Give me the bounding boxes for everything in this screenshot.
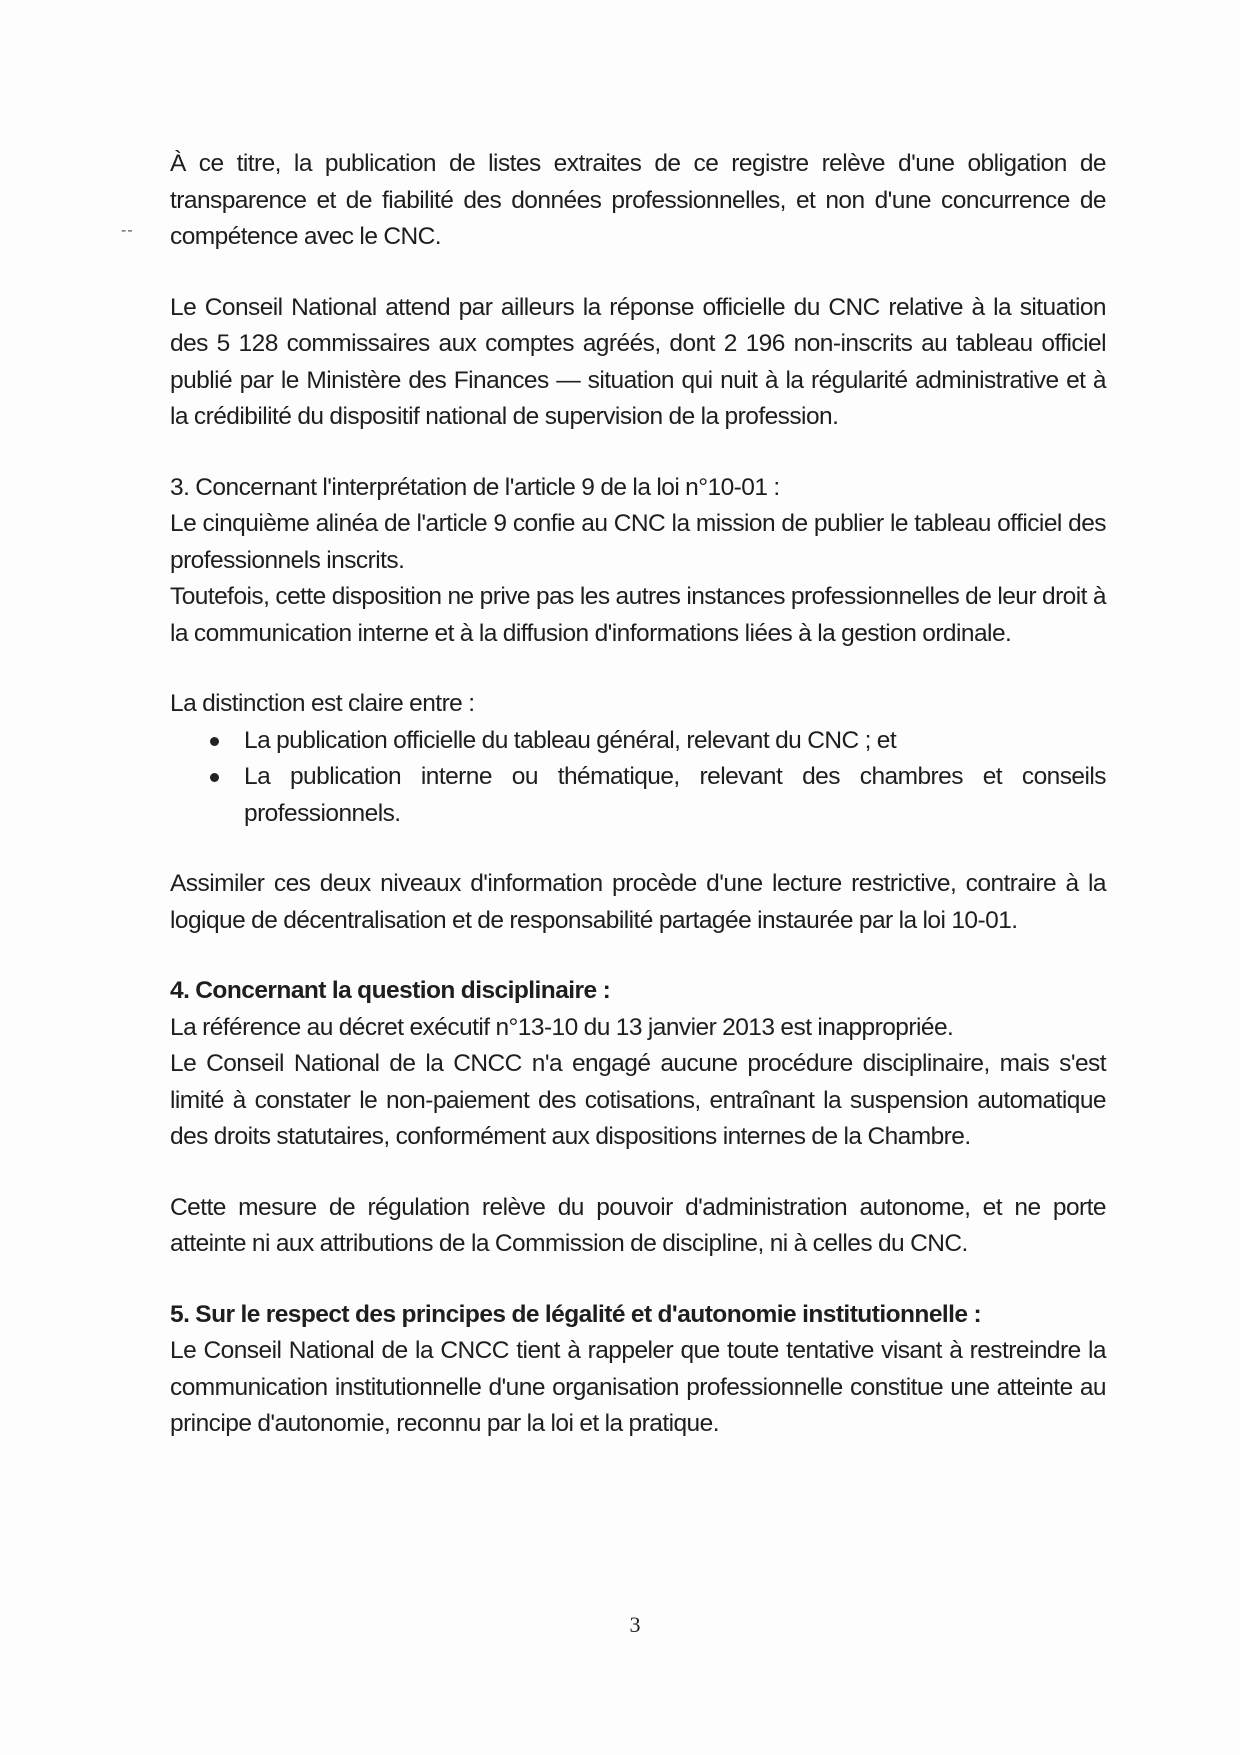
section-4-line-3: Cette mesure de régulation relève du pouvoir d'administration autonome, et ne porte atteinte ni aux attributions de la Commission de discipline, ni à celles du CNC.	[170, 1193, 1106, 1257]
section-5-heading: 5. Sur le respect des principes de légalité et d'autonomie institutionnelle :	[170, 1300, 982, 1328]
section-4-line-1: La référence au décret exécutif n°13-10 du 13 janvier 2013 est inappropriée.	[170, 1013, 954, 1041]
spacer	[170, 436, 1106, 470]
spacer	[170, 652, 1106, 686]
section-5-line-1: Le Conseil National de la CNCC tient à rappeler que toute tentative visant à restreindre la communication institutionnelle d'une organisation professionnelle constitue une atteinte au principe d'autonomie, reconnu par la loi et la pratique.	[170, 1337, 1106, 1437]
list-item	[170, 723, 1106, 760]
spacer	[170, 1156, 1106, 1190]
section-3-line-2: Toutefois, cette disposition ne prive pas les autres instances professionnelles de leur droit à la communication interne et à la diffusion d'informations liées à la gestion ordinale.	[170, 583, 1106, 647]
list-item-text: La publication officielle du tableau général, relevant du CNC ; et	[244, 726, 897, 754]
section-4-heading: 4. Concernant la question disciplinaire :	[170, 977, 611, 1004]
bullet-icon	[210, 737, 219, 746]
margin-mark: --	[121, 222, 134, 239]
spacer	[170, 832, 1106, 866]
distinction-intro: La distinction est claire entre :	[170, 690, 475, 717]
distinction-list	[170, 723, 1106, 833]
document-body	[170, 146, 1106, 1443]
paragraph-official-response: Le Conseil National attend par ailleurs la réponse officielle du CNC relative à la situation des 5 128 commissaires aux comptes agréés, dont 2 196 non-inscrits au tableau officiel publié par le Ministère des Finances — situation qui nuit à la régularité administrative et à la crédibilité du dispositif national de supervision de la profession.	[170, 293, 1106, 430]
bullet-icon	[210, 773, 219, 782]
spacer	[170, 256, 1106, 290]
list-item	[170, 759, 1106, 832]
list-item-text: La publication interne ou thématique, relevant des chambres et conseils professionnels.	[244, 763, 1106, 827]
section-3-conclusion: Assimiler ces deux niveaux d'information procède d'une lecture restrictive, contraire à la logique de décentralisation et de responsabilité partagée instaurée par la loi 10-01.	[170, 870, 1106, 934]
page-number: 3	[629, 1612, 641, 1637]
spacer	[170, 1263, 1106, 1297]
section-3-heading: 3. Concernant l'interprétation de l'article 9 de la loi n°10-01 :	[170, 473, 780, 501]
paragraph-transparency: À ce titre, la publication de listes extraites de ce registre relève d'une obligation de transparence et de fiabilité des données professionnelles, et non d'une concurrence de compétence avec le CNC.	[170, 150, 1106, 250]
spacer	[170, 939, 1106, 973]
section-3-line-1: Le cinquième alinéa de l'article 9 confie au CNC la mission de publier le tableau officiel des professionnels inscrits.	[170, 510, 1106, 574]
section-4-line-2: Le Conseil National de la CNCC n'a engagé aucune procédure disciplinaire, mais s'est limité à constater le non-paiement des cotisations, entraînant la suspension automatique des droits statutaires, conformément aux dispositions internes de la Chambre.	[170, 1050, 1106, 1150]
